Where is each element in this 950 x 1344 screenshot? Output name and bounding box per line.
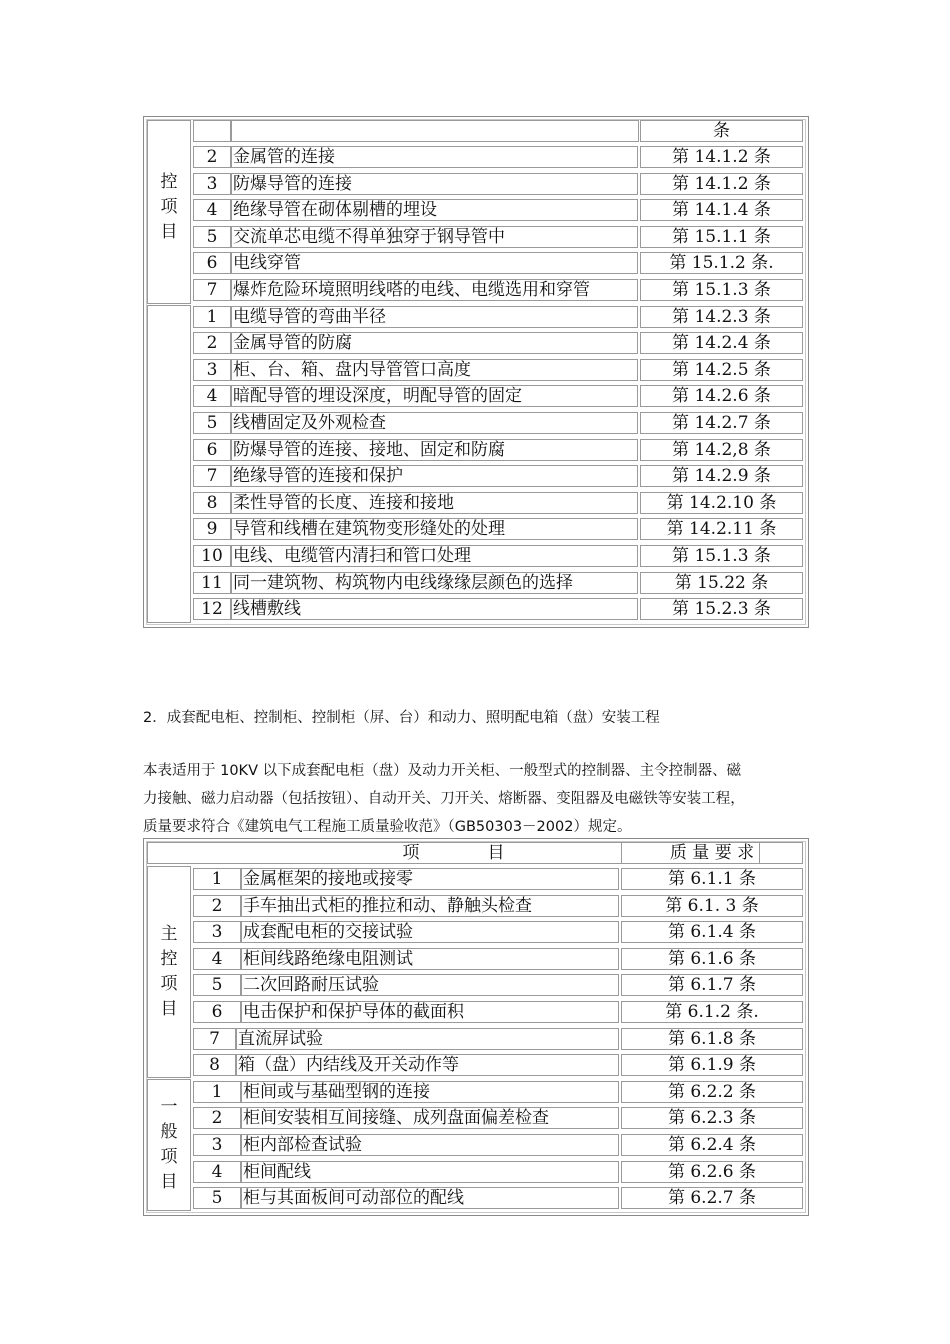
row-number: 1 (193, 1081, 241, 1103)
row-item: 交流单芯电缆不得单独穿于钢导管中 (231, 226, 638, 248)
table-row (144, 278, 808, 302)
table-row (144, 867, 808, 891)
row-number: 6 (193, 439, 231, 461)
row-item: 柜间安装相互间接缝、成列盘面偏差检查 (241, 1107, 619, 1129)
row-number: 8 (193, 492, 231, 514)
row-number: 4 (193, 199, 231, 221)
row-requirement: 第 6.2.6 条 (621, 1161, 803, 1183)
table-row (144, 947, 808, 971)
row-number: 10 (193, 545, 231, 567)
row-requirement: 第 6.1.6 条 (621, 948, 803, 970)
group-label: 一般项目 (160, 1097, 178, 1192)
row-requirement: 第 14.2.9 条 (640, 465, 803, 487)
row-requirement: 第 15.1.2 条. (640, 252, 803, 274)
row-requirement: 第 6.1.7 条 (621, 974, 803, 996)
row-number: 3 (193, 921, 241, 943)
table-row (144, 331, 808, 355)
table-row (144, 894, 808, 918)
row-item: 柜间或与基础型钢的连接 (241, 1081, 619, 1103)
row-item: 爆炸危险环境照明线嗒的电线、电缆选用和穿管 (231, 279, 638, 301)
table-row (144, 438, 808, 462)
row-item: 二次回路耐压试验 (241, 974, 619, 996)
table-row (144, 1133, 808, 1157)
row-item: 电线穿管 (231, 252, 638, 274)
table-row (144, 1053, 808, 1077)
row-requirement: 第 15.1.3 条 (640, 545, 803, 567)
table-row (144, 597, 808, 621)
table-conduit (143, 116, 809, 628)
table-row (144, 411, 808, 435)
table-row (144, 1000, 808, 1024)
row-number: 8 (193, 1054, 236, 1076)
row-requirement: 第 6.1.2 条. (621, 1001, 803, 1023)
row-number: 3 (193, 173, 231, 195)
row-number: 4 (193, 1161, 241, 1183)
row-requirement: 第 14.1.2 条 (640, 173, 803, 195)
row-item: 电线、电缆管内清扫和管口处理 (231, 545, 638, 567)
row-item: 导管和线槽在建筑物变形缝处的处理 (231, 518, 638, 540)
row-requirement: 第 6.1.9 条 (621, 1054, 803, 1076)
table-row (144, 1160, 808, 1184)
row-number: 7 (193, 1028, 236, 1050)
row-number: 2 (193, 1107, 241, 1129)
row-number: 3 (193, 359, 231, 381)
row-item: 线槽固定及外观检查 (231, 412, 638, 434)
group-label: 控项目 (160, 171, 178, 242)
row-number: 2 (193, 332, 231, 354)
paragraph-line-3: 质量要求符合《建筑电气工程施工质量验收范》（GB50303－2002）规定。 (143, 819, 632, 835)
row-item: 金属框架的接地或接零 (241, 868, 619, 890)
table-row (144, 973, 808, 997)
group-label: 主控项目 (160, 924, 178, 1019)
table-row (144, 198, 808, 222)
row-item: 柜间配线 (241, 1161, 619, 1183)
row-number: 6 (193, 252, 231, 274)
row-requirement: 第 14.2.3 条 (640, 306, 803, 328)
row-item: 箱（盘）内结线及开关动作等 (236, 1054, 619, 1076)
row-item: 绝缘导管的连接和保护 (231, 465, 638, 487)
row-number: 11 (193, 572, 231, 594)
table-row (144, 491, 808, 515)
row-requirement: 第 14.2.11 条 (640, 518, 803, 540)
row-number: 5 (193, 412, 231, 434)
section-heading: 2．成套配电柜、控制柜、控制柜（屏、台）和动力、照明配电箱（盘）安装工程 (143, 710, 660, 726)
table-row (144, 358, 808, 382)
table-switchgear (143, 838, 809, 1216)
row-item: 电缆导管的弯曲半径 (231, 306, 638, 328)
row-number: 3 (193, 1134, 241, 1156)
row-requirement: 第 14.2.10 条 (640, 492, 803, 514)
row-number: 5 (193, 974, 241, 996)
row-item: 手车抽出式柜的推拉和动、静触头检查 (241, 895, 619, 917)
table-row (144, 464, 808, 488)
row-number: 1 (193, 306, 231, 328)
row-number: 4 (193, 385, 231, 407)
row-item: 成套配电柜的交接试验 (241, 921, 619, 943)
row-number: 4 (193, 948, 241, 970)
row-requirement: 第 14.2.5 条 (640, 359, 803, 381)
row-number: 12 (193, 598, 231, 620)
row-item: 暗配导管的埋设深度，明配导管的固定 (231, 385, 638, 407)
table-row (144, 571, 808, 595)
table-row (144, 225, 808, 249)
row-requirement: 第 15.1.3 条 (640, 279, 803, 301)
row-number: 5 (193, 1187, 241, 1209)
row-item: 柔性导管的长度、连接和接地 (231, 492, 638, 514)
row-requirement: 第 14.1.2 条 (640, 146, 803, 168)
row-requirement: 第 14.2,8 条 (640, 439, 803, 461)
row-item: 金属管的连接 (231, 146, 638, 168)
table-row (144, 172, 808, 196)
row-requirement: 第 14.2.6 条 (640, 385, 803, 407)
paragraph-line-1: 本表适用于 10KV 以下成套配电柜（盘）及动力开关柜、一般型式的控制器、主令控制器、磁 (143, 763, 742, 779)
table-row (144, 1027, 808, 1051)
table-row (144, 251, 808, 275)
header-req: 条 (640, 120, 803, 142)
row-number: 9 (193, 518, 231, 540)
row-number: 7 (193, 279, 231, 301)
row-requirement: 第 6.1.1 条 (621, 868, 803, 890)
table-row (144, 1186, 808, 1210)
row-number: 2 (193, 146, 231, 168)
row-item: 绝缘导管在砌体剔槽的埋设 (231, 199, 638, 221)
row-requirement: 第 6.2.3 条 (621, 1107, 803, 1129)
row-number: 2 (193, 895, 241, 917)
row-requirement: 第 6.2.7 条 (621, 1187, 803, 1209)
row-number: 6 (193, 1001, 241, 1023)
row-requirement: 第 14.2.7 条 (640, 412, 803, 434)
row-requirement: 第 6.1.4 条 (621, 921, 803, 943)
row-requirement: 第 14.2.4 条 (640, 332, 803, 354)
row-number: 7 (193, 465, 231, 487)
row-number: 1 (193, 868, 241, 890)
row-item: 金属导管的防腐 (231, 332, 638, 354)
table-row (144, 305, 808, 329)
table-header-row (144, 119, 808, 143)
row-requirement: 第 15.22 条 (640, 572, 803, 594)
row-requirement: 第 15.1.1 条 (640, 226, 803, 248)
header-item (231, 120, 639, 142)
row-item: 柜内部检查试验 (241, 1134, 619, 1156)
table-row (144, 517, 808, 541)
header-no (193, 120, 231, 142)
row-item: 同一建筑物、构筑物内电线缘缘层颜色的选择 (231, 572, 638, 594)
row-requirement: 第 15.2.3 条 (640, 598, 803, 620)
row-item: 防爆导管的连接 (231, 173, 638, 195)
row-item: 柜间线路绝缘电阻测试 (241, 948, 619, 970)
table-row (144, 1080, 808, 1104)
row-requirement: 第 6.2.4 条 (621, 1134, 803, 1156)
table-header-row (144, 841, 808, 865)
row-requirement: 第 14.1.4 条 (640, 199, 803, 221)
header-req: 质 量 要 求 (621, 842, 803, 864)
row-number: 5 (193, 226, 231, 248)
header-item: 项 目 (147, 842, 760, 864)
table-row (144, 384, 808, 408)
row-item: 电击保护和保护导体的截面积 (241, 1001, 619, 1023)
paragraph-line-2: 力接触、磁力启动器（包括按钮）、自动开关、刀开关、熔断器、变阻器及电磁铁等安装工程， (143, 791, 745, 807)
row-requirement: 第 6.1. 3 条 (621, 895, 803, 917)
table-row (144, 1106, 808, 1130)
row-requirement: 第 6.1.8 条 (621, 1028, 803, 1050)
table-row (144, 920, 808, 944)
row-item: 柜与其面板间可动部位的配线 (241, 1187, 619, 1209)
table-row (144, 544, 808, 568)
row-item: 线槽敷线 (231, 598, 638, 620)
row-requirement: 第 6.2.2 条 (621, 1081, 803, 1103)
row-item: 柜、台、箱、盘内导管管口高度 (231, 359, 638, 381)
table-row (144, 145, 808, 169)
row-item: 直流屏试验 (236, 1028, 619, 1050)
row-item: 防爆导管的连接、接地、固定和防腐 (231, 439, 638, 461)
